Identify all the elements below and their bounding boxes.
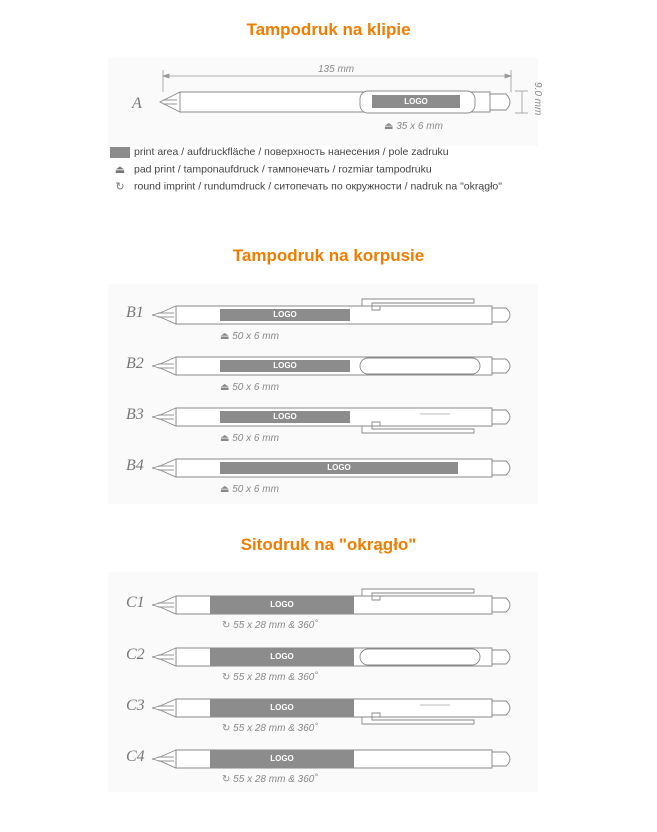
row-label-b3: B3 (126, 406, 144, 423)
pen-c2-size: ↻ 55 x 28 mm & 360˚ (222, 672, 318, 683)
height-label: 9.0 mm (532, 82, 543, 116)
legend-print-area: print area / aufdruckfläche / поверхность нанесения / pole zadruku (110, 146, 449, 158)
pen-a-size: ⏏ 35 x 6 mm (384, 121, 443, 132)
length-label: 135 mm (318, 64, 355, 75)
pen-c1-logo: LOGO (270, 600, 294, 609)
row-label-b2: B2 (126, 355, 144, 372)
pen-b4-size: ⏏ 50 x 6 mm (220, 484, 279, 495)
pen-c1-size: ↻ 55 x 28 mm & 360˚ (222, 620, 318, 631)
legend-pad-print: ⏏ pad print / tamponaufdruck / тампонечать / rozmiar tampodruku (110, 163, 432, 176)
legend-round-imprint: ↻ round imprint / rundumdruck / ситопечать по окружности / nadruk na "okrągło" (110, 180, 502, 193)
print-area-swatch (110, 147, 130, 158)
pad-print-icon: ⏏ (220, 484, 230, 495)
pen-c4-logo: LOGO (270, 754, 294, 763)
pad-print-icon: ⏏ (220, 433, 230, 444)
pen-c3-logo: LOGO (270, 703, 294, 712)
pen-c4-size: ↻ 55 x 28 mm & 360˚ (222, 774, 318, 785)
row-label-c3: C3 (126, 697, 145, 714)
row-label-a: A (132, 95, 142, 112)
pad-print-icon: ⏏ (384, 121, 394, 132)
round-imprint-icon: ↻ (115, 181, 125, 193)
pad-print-icon: ⏏ (220, 382, 230, 393)
pen-a-logo: LOGO (404, 97, 428, 106)
section-a-title: Tampodruk na klipie (246, 20, 411, 39)
pen-b3-logo: LOGO (273, 412, 297, 421)
section-c-title: Sitodruk na "okrągło" (240, 535, 417, 554)
row-label-b1: B1 (126, 304, 144, 321)
pen-b2-size: ⏏ 50 x 6 mm (220, 382, 279, 393)
row-label-b4: B4 (126, 457, 144, 474)
round-imprint-icon: ↻ (222, 774, 231, 785)
round-imprint-icon: ↻ (222, 672, 231, 683)
pen-b4-logo: LOGO (327, 463, 351, 472)
pad-print-icon: ⏏ (114, 164, 126, 176)
pen-b1-size: ⏏ 50 x 6 mm (220, 331, 279, 342)
row-label-c4: C4 (126, 748, 145, 765)
row-label-c2: C2 (126, 646, 145, 663)
pen-c3-size: ↻ 55 x 28 mm & 360˚ (222, 723, 318, 734)
pen-b2-logo: LOGO (273, 361, 297, 370)
pen-b1-logo: LOGO (273, 310, 297, 319)
section-b-title: Tampodruk na korpusie (232, 246, 425, 265)
row-label-c1: C1 (126, 594, 145, 611)
round-imprint-icon: ↻ (222, 620, 231, 631)
round-imprint-icon: ↻ (222, 723, 231, 734)
pen-b3-size: ⏏ 50 x 6 mm (220, 433, 279, 444)
pad-print-icon: ⏏ (220, 331, 230, 342)
pen-c2-logo: LOGO (270, 652, 294, 661)
